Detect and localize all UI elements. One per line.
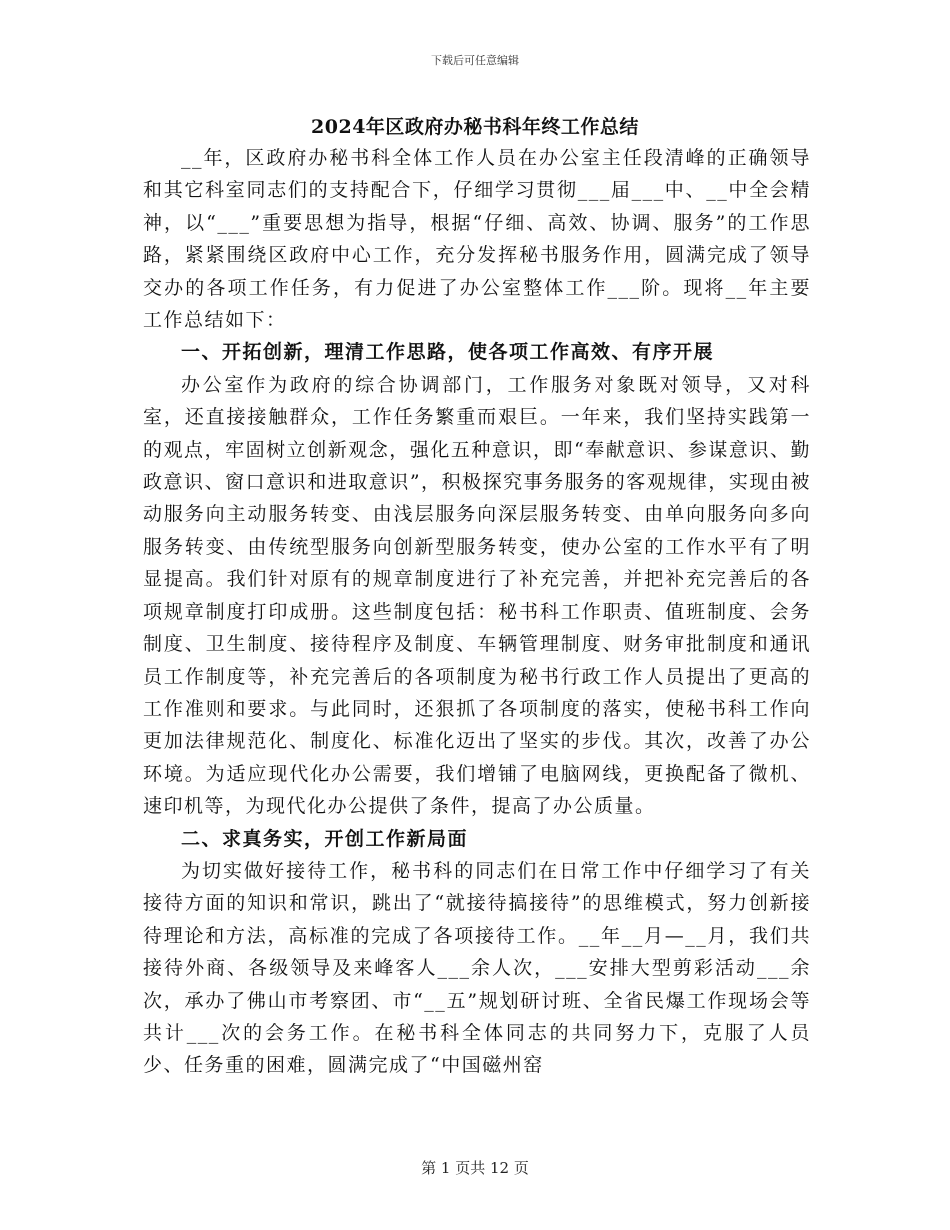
document-title: 2024年区政府办秘书科年终工作总结 (311, 116, 639, 138)
document-body (143, 142, 811, 1082)
section-heading-1: 一、开拓创新，理清工作思路，使各项工作高效、有序开展 (181, 341, 715, 364)
page-number: 第 1 页共 12 页 (421, 1159, 529, 1177)
header-note: 下载后可任意编辑 (431, 54, 519, 67)
section-heading-2: 二、求真务实，开创工作新局面 (181, 827, 469, 850)
section-2-paragraph: 为切实做好接待工作，秘书科的同志们在日常工作中仔细学习了有关接待方面的知识和常识，跳出了“就接待搞接待”的思维模式，努力创新接待理论和方法，高标准的完成了各项接待工作。__年__月—__月，我们共接待外商、各级领导及来峰客人___余人次，___安排大型剪彩活动___余次，承办了佛山市考察团、市“__五”规划研讨班、全省民爆工作现场会等共计___次的会务工作。在秘书科全体同志的共同努力下，克服了人员少、任务重的困难，圆满完成了“中国磁州窑 (143, 859, 811, 1077)
section-1-paragraph: 办公室作为政府的综合协调部门，工作服务对象既对领导，又对科室，还直接接触群众，工作任务繁重而艰巨。一年来，我们坚持实践第一的观点，牢固树立创新观念，强化五种意识，即“奉献意识、参谋意识、勤政意识、窗口意识和进取意识”，积极探究事务服务的客观规律，实现由被动服务向主动服务转变、由浅层服务向深层服务转变、由单向服务向多向服务转变、由传统型服务向创新型服务转变，使办公室的工作水平有了明显提高。我们针对原有的规章制度进行了补充完善，并把补充完善后的各项规章制度打印成册。这些制度包括：秘书科工作职责、值班制度、会务制度、卫生制度、接待程序及制度、车辆管理制度、财务审批制度和通讯员工作制度等，补充完善后的各项制度为秘书行政工作人员提出了更高的工作准则和要求。与此同时，还狠抓了各项制度的落实，使秘书科工作向更加法律规范化、制度化、标准化迈出了坚实的步伐。其次，改善了办公环境。为适应现代化办公需要，我们增铺了电脑网线，更换配备了微机、速印机等，为现代化办公提供了条件，提高了办公质量。 (143, 373, 811, 818)
intro-paragraph: __年，区政府办秘书科全体工作人员在办公室主任段清峰的正确领导和其它科室同志们的支持配合下，仔细学习贯彻___届___中、__中全会精神，以“___”重要思想为指导，根据“仔细、高效、协调、服务”的工作思路，紧紧围绕区政府中心工作，充分发挥秘书服务作用，圆满完成了领导交办的各项工作任务，有力促进了办公室整体工作___阶。现将__年主要工作总结如下： (143, 147, 811, 332)
